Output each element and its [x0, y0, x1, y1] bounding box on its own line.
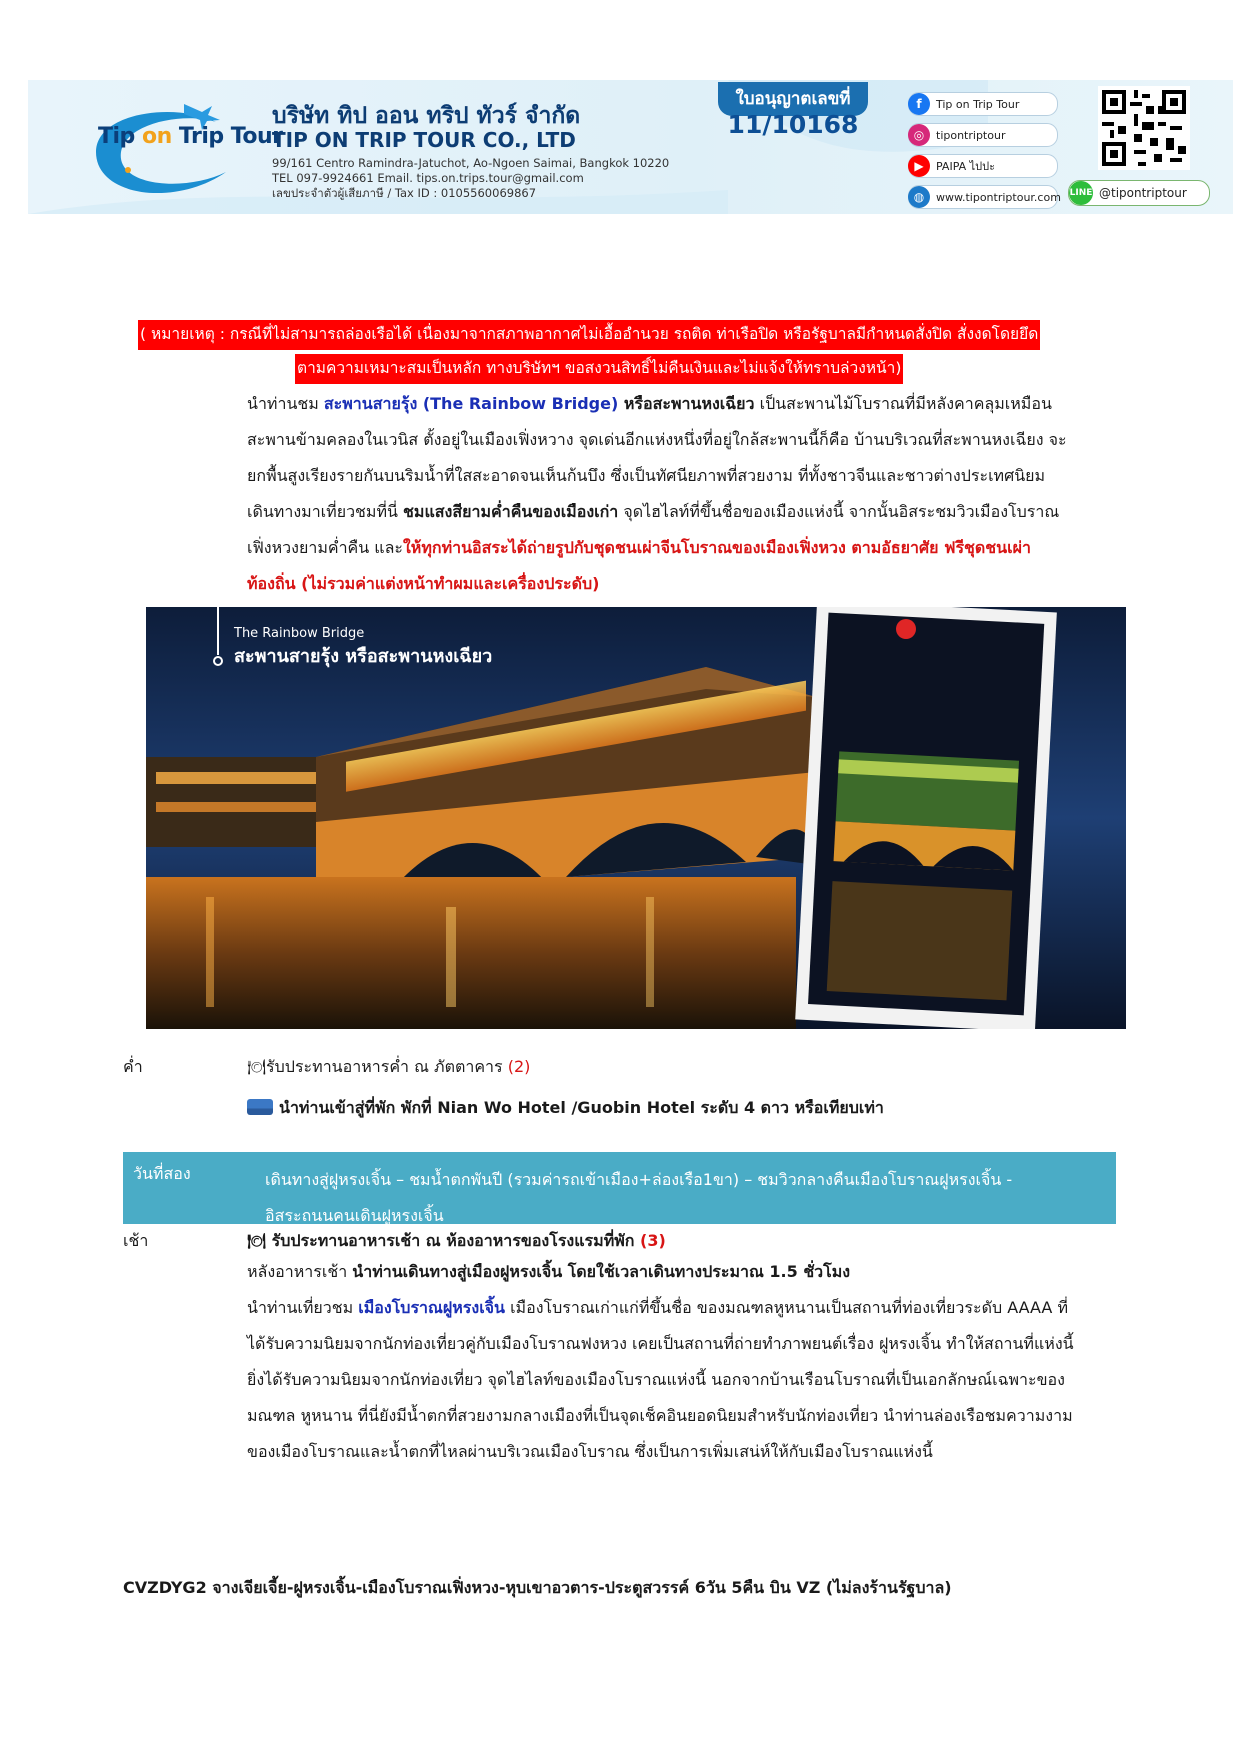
license-label: ใบอนุญาตเลขที่ — [718, 82, 868, 116]
day-two-header — [123, 1152, 1116, 1224]
text-line: มณฑล หูหนาน ที่นี่ยังมีน้ำตกที่สวยงามกลางเมืองที่เป็นจุดเช็คอินยอดนิยมสำหรับนักท่องเที่ยว นำท่านล่องเรือชมความงาม — [247, 1406, 1073, 1425]
youtube-icon: ▶ — [908, 155, 930, 177]
company-name-thai: บริษัท ทิป ออน ทริป ทัวร์ จำกัด — [272, 103, 581, 129]
photo-caption-english: The Rainbow Bridge — [234, 626, 365, 641]
qr-code[interactable] — [1098, 86, 1190, 170]
facebook-link[interactable] — [908, 92, 1058, 116]
day-label: วันที่สอง — [133, 1164, 191, 1183]
text-line: ของเมืองโบราณและน้ำตกที่ไหลผ่านบริเวณเมืองโบราณ ซึ่งเป็นการเพิ่มเสน่ห์ให้กับเมืองโบราณแห่งนี้ — [247, 1442, 933, 1461]
youtube-label: PAIPA ไปปะ — [936, 160, 996, 173]
bed-icon — [247, 1099, 273, 1115]
company-address — [272, 156, 669, 201]
website-label: www.tipontriptour.com — [936, 190, 1061, 204]
web-icon: ◍ — [908, 186, 930, 208]
text-line: สะพานข้ามคลองในเวนิส ตั้งอยู่ในเมืองเฟิ่งหวาง จุดเด่นอีกแห่งหนึ่งที่อยู่ใกล้สะพานนี้ก็คือ บ้านบริเวณที่สะพานหงเฉียง จะ — [247, 430, 1067, 449]
day-title — [265, 1162, 1105, 1234]
hotel-row: นำท่านเข้าสู่ที่พัก พักที่ Nian Wo Hotel /Guobin Hotel ระดับ 4 ดาว หรือเทียบเท่า — [247, 1096, 884, 1121]
text-line: ท้องถิ่น (ไม่รวมค่าแต่งหน้าทำผมและเครื่องประดับ) — [247, 574, 600, 593]
contact-line: TEL 097-9924661 Email. tips.on.trips.tour@gmail.com — [272, 171, 584, 185]
pin-icon — [896, 619, 916, 639]
facebook-icon: f — [908, 93, 930, 115]
instagram-label: tipontriptour — [936, 128, 1006, 142]
facebook-label: Tip on Trip Tour — [936, 97, 1020, 111]
instagram-icon: ◎ — [908, 124, 930, 146]
line-id-label: @tipontriptour — [1099, 186, 1187, 200]
text-line: นำท่านชม สะพานสายรุ้ง (The Rainbow Bridge) หรือสะพานหงเฉียว เป็นสะพานไม้โบราณที่มีหลังคาคลุมเหมือน — [247, 394, 1052, 413]
social-links — [908, 92, 1061, 214]
photo-caption-thai: สะพานสายรุ้ง หรือสะพานหงเฉียว — [234, 646, 493, 667]
rainbow-bridge-photo — [146, 607, 1126, 1029]
cancellation-note-line-2: ตามความเหมาะสมเป็นหลัก ทางบริษัทฯ ขอสงวนสิทธิ์ไม่คืนเงินและไม่แจ้งให้ทราบล่วงหน้า) — [295, 354, 903, 384]
meal-number: (3) — [640, 1231, 666, 1250]
dining-icon: 🍽 — [247, 1232, 267, 1250]
tour-code-footer: CVZDYG2 จางเจียเจี้ย-ฝูหรงเจิ้น-เมืองโบราณเฟิ่งหวง-หุบเขาอวตาร-ประตูสวรรค์ 6วัน 5คืน บิน VZ (ไม่ลงร้านรัฐบาล) — [123, 1578, 952, 1597]
text-line: เดินทางมาเที่ยวชมที่นี่ ชมแสงสียามค่ำคืนของเมืองเก่า จุดไฮไลท์ที่ขึ้นชื่อของเมืองแห่งนี้ จากนั้นอิสระชมวิวเมืองโบราณ — [247, 502, 1060, 521]
text-line: ยกพื้นสูงเรียงรายกันบนริมน้ำที่ใสสะอาดจนเห็นก้นบึง ซึ่งเป็นทัศนียภาพที่สวยงาม ที่ทั้งชาวจีนและชาวต่างประเทศนิยม — [247, 466, 1046, 485]
highlight-costume-photo: ให้ทุกท่านอิสระได้ถ่ายรูปกับชุดชนเผ่าจีนโบราณของเมืองเฟิ่งหวง ตามอัธยาศัย ฟรีชุดชนเผ่า — [402, 538, 1031, 557]
dinner-row: 🍽รับประทานอาหารค่ำ ณ ภัตตาคาร (2) — [247, 1057, 531, 1076]
day-title-line: อิสระถนนคนเดินฝูหรงเจิ้น — [265, 1206, 444, 1225]
license-number: 11/10168 — [727, 110, 859, 139]
day-title-line: เดินทางสู่ฝูหรงเจิ้น – ชมน้ำตกพันปี (รวมค่ารถเข้าเมือง+ล่องเรือ1ขา) – ชมวิวกลางคืนเมืองโบราณฝูหรงเจิ้น - — [265, 1170, 1013, 1189]
meal-number: (2) — [507, 1057, 531, 1076]
line-icon: LINE — [1069, 181, 1093, 205]
company-header-banner — [28, 80, 1233, 214]
text-line: เฟิ่งหวงยามค่ำคืน และให้ทุกท่านอิสระได้ถ่ายรูปกับชุดชนเผ่าจีนโบราณของเมืองเฟิ่งหวง ตามอัธยาศัย ฟรีชุดชนเผ่า — [247, 538, 1031, 557]
dining-icon: 🍽 — [247, 1058, 267, 1076]
meal-label-dinner: ค่ำ — [123, 1057, 143, 1076]
text-line: ได้รับความนิยมจากนักท่องเที่ยวคู่กับเมืองโบราณฟงหวง เคยเป็นสถานที่ถ่ายทำภาพยนต์เรื่อง ฝูหรงเจิ้น ทำให้สถานที่แห่งนี้ — [247, 1334, 1074, 1353]
logo-text: Tip on Trip Tour — [98, 124, 283, 149]
cancellation-note-line-1: ( หมายเหตุ : กรณีที่ไม่สามารถล่องเรือได้ เนื่องมาจากสภาพอากาศไม่เอื้ออำนวย รถติด ท่าเรือปิด หรือรัฐบาลมีกำหนดสั่งปิด สั่งงดโดยยึด — [138, 320, 1040, 350]
text-line: หลังอาหารเช้า นำท่านเดินทางสู่เมืองฝูหรงเจิ้น โดยใช้เวลาเดินทางประมาณ 1.5 ชั่วโมง — [247, 1262, 851, 1281]
address-line: 99/161 Centro Ramindra-Jatuchot, Ao-Ngoen Saimai, Bangkok 10220 — [272, 156, 670, 170]
breakfast-row: 🍽 รับประทานอาหารเช้า ณ ห้องอาหารของโรงแรมที่พัก (3) — [247, 1231, 666, 1250]
company-name-english: TIP ON TRIP TOUR CO., LTD — [272, 128, 576, 152]
youtube-link[interactable] — [908, 154, 1058, 178]
highlight-furong-town: เมืองโบราณฝูหรงเจิ้น — [358, 1298, 505, 1317]
highlight-night-view: ชมแสงสียามค่ำคืนของเมืองเก่า — [403, 502, 619, 521]
text-line: นำท่านเที่ยวชม เมืองโบราณฝูหรงเจิ้น เมืองโบราณเก่าแก่ที่ขึ้นชื่อ ของมณฑลหูหนานเป็นสถานที่ท่องเที่ยวระดับ AAAA ที่ — [247, 1298, 1068, 1317]
line-id-link[interactable] — [1068, 180, 1210, 206]
rainbow-bridge-description — [247, 386, 1125, 602]
meal-label-breakfast: เช้า — [123, 1231, 149, 1250]
furong-town-description — [247, 1254, 1127, 1470]
text-line: ยิ่งได้รับความนิยมจากนักท่องเที่ยว จุดไฮไลท์ของเมืองโบราณแห่งนี้ นอกจากบ้านเรือนโบราณที่เป็นเอกลักษณ์เฉพาะของ — [247, 1370, 1065, 1389]
tax-id-line: เลขประจำตัวผู้เสียภาษี / Tax ID : 0105560069867 — [272, 186, 537, 200]
highlight-rainbow-bridge: สะพานสายรุ้ง (The Rainbow Bridge) — [323, 394, 619, 413]
website-link[interactable] — [908, 185, 1061, 209]
instagram-link[interactable] — [908, 123, 1058, 147]
